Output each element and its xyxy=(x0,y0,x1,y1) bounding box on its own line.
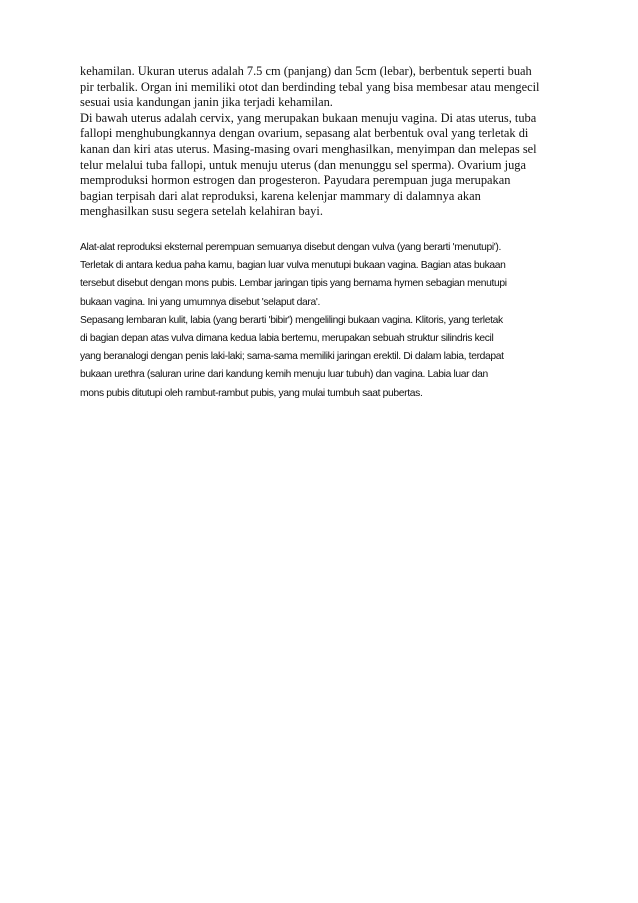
text-line: Di bawah uterus adalah cervix, yang merupakan bukaan menuju vagina. Di atas uterus, tuba xyxy=(80,110,537,125)
text-line: bagian terpisah dari alat reproduksi, karena kelenjar mammary di dalamnya akan xyxy=(80,188,481,203)
text-line: fallopi menghubungkannya dengan ovarium, sepasang alat berbentuk oval yang terletak di xyxy=(80,126,529,141)
text-line: bukaan urethra (saluran urine dari kandung kemih menuju luar tubuh) dan vagina. Labia luar dan xyxy=(80,369,488,381)
text-line: tersebut disebut dengan mons pubis. Lembar jaringan tipis yang bernama hymen sebagian menutupi xyxy=(80,278,507,290)
text-line: bukaan vagina. Ini yang umumnya disebut 'selaput dara'. xyxy=(80,296,320,308)
text-line: Sepasang lembaran kulit, labia (yang berarti 'bibir') mengelilingi bukaan vagina. Klitoris, yang terletak xyxy=(80,314,503,326)
text-line: pir terbalik. Organ ini memiliki otot dan berdinding tebal yang bisa membesar atau mengecil xyxy=(80,79,540,94)
text-line: memproduksi hormon estrogen dan progesteron. Payudara perempuan juga merupakan xyxy=(80,173,511,188)
text-line: menghasilkan susu segera setelah kelahiran bayi. xyxy=(80,204,323,219)
text-line: di bagian depan atas vulva dimana kedua labia bertemu, merupakan sebuah struktur silindris kecil xyxy=(80,332,494,344)
text-line: kanan dan kiri atas uterus. Masing-masing ovari menghasilkan, menyimpan dan melepas sel xyxy=(80,141,537,156)
text-line: mons pubis ditutupi oleh rambut-rambut pubis, yang mulai tumbuh saat pubertas. xyxy=(80,387,423,399)
text-line: Terletak di antara kedua paha kamu, bagian luar vulva menutupi bukaan vagina. Bagian atas bukaan xyxy=(80,260,506,272)
text-line: sesuai usia kandungan janin jika terjadi kehamilan. xyxy=(80,95,333,110)
text-line: Alat-alat reproduksi eksternal perempuan semuanya disebut dengan vulva (yang berarti 'menutupi'). xyxy=(80,242,502,253)
text-line: telur melalui tuba fallopi, untuk menuju uterus (dan menunggu sel sperma). Ovarium juga xyxy=(80,157,526,172)
text-line: kehamilan. Ukuran uterus adalah 7.5 cm (panjang) dan 5cm (lebar), berbentuk seperti buah xyxy=(80,64,532,78)
paragraph-external-reproductive-organs xyxy=(80,239,570,403)
text-line: yang beranalogi dengan penis laki-laki; sama-sama memiliki jaringan erektil. Di dalam labia, terdapat xyxy=(80,351,504,363)
paragraph-internal-reproductive-organs xyxy=(80,64,570,220)
